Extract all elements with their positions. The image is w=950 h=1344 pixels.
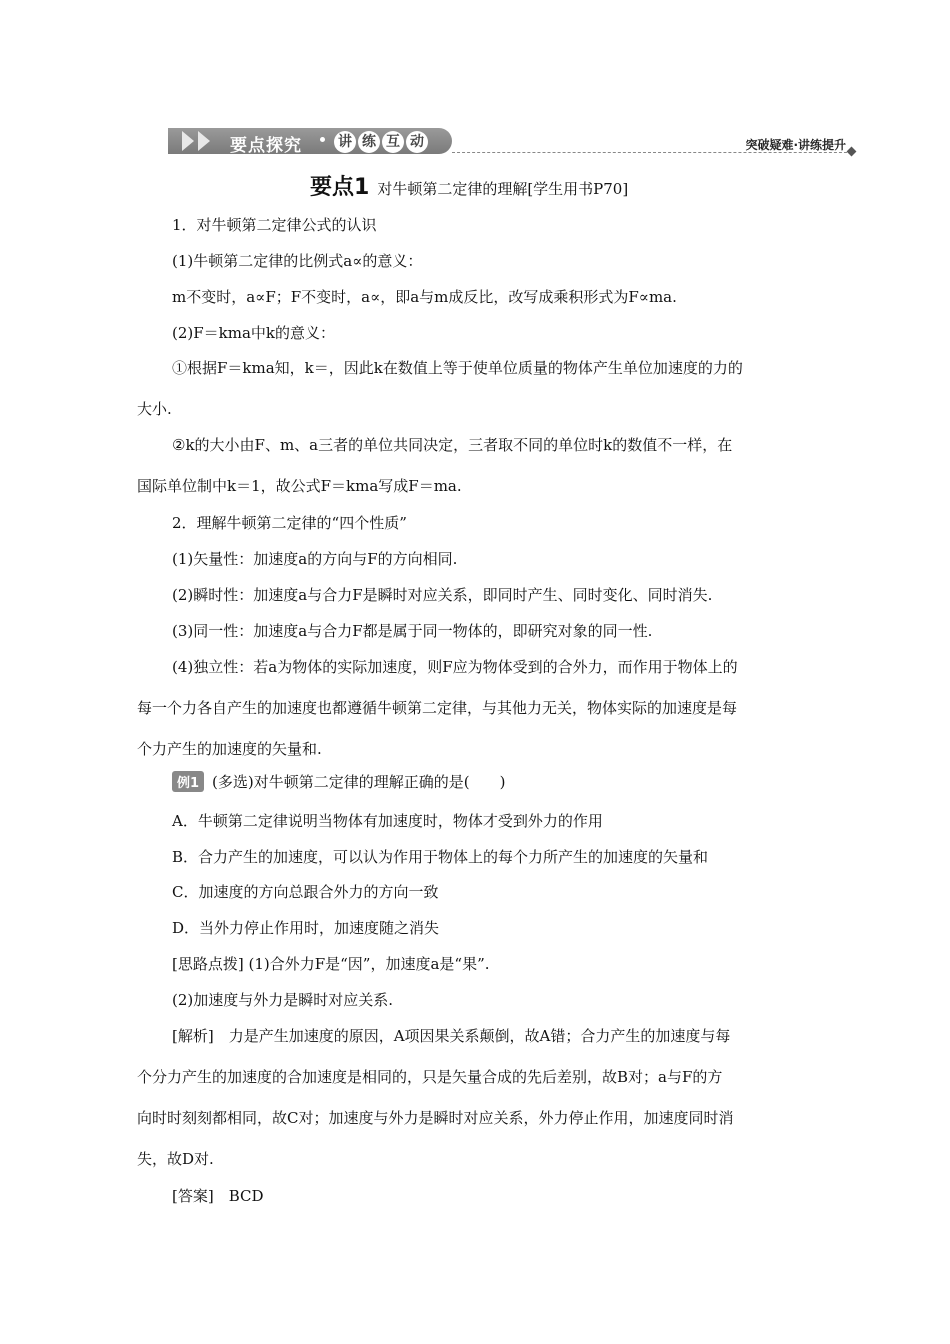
option-a: A．牛顿第二定律说明当物体有加速度时，物体才受到外力的作用	[172, 812, 603, 830]
heading-subtitle: 对牛顿第二定律的理解[学生用书P70]	[377, 180, 629, 198]
paragraph-line: 每一个力各自产生的加速度也都遵循牛顿第二定律，与其他力无关，物体实际的加速度是每	[137, 699, 738, 717]
solution-line: [思路点拨] (1)合外力F是“因”，加速度a是“果”.	[172, 955, 490, 973]
banner-tab	[168, 128, 452, 154]
paragraph-line: 1．对牛顿第二定律公式的认识	[172, 216, 377, 234]
banner-char: 讲	[334, 131, 356, 153]
paragraph-line: (1)牛顿第二定律的比例式a∝的意义：	[172, 252, 423, 270]
example-text: (多选)对牛顿第二定律的理解正确的是( )	[212, 773, 506, 791]
option-b: B．合力产生的加速度，可以认为作用于物体上的每个力所产生的加速度的矢量和	[172, 848, 709, 866]
section-banner	[168, 128, 860, 156]
example-tag: 例1	[172, 771, 204, 792]
banner-char: 练	[358, 131, 380, 153]
banner-title: 要点探究	[230, 136, 302, 156]
paragraph-line: 个力产生的加速度的矢量和.	[137, 740, 322, 758]
solution-line: 向时时刻刻都相同，故C对；加速度与外力是瞬时对应关系，外力停止作用，加速度同时消	[137, 1109, 734, 1127]
diamond-icon	[847, 147, 857, 157]
chevron-right-icon	[182, 131, 194, 151]
paragraph-line: 2．理解牛顿第二定律的“四个性质”	[172, 514, 407, 532]
paragraph-line: 国际单位制中k＝1，故公式F＝kma写成F＝ma.	[137, 477, 462, 495]
banner-subtitle	[334, 131, 430, 153]
solution-line: 个分力产生的加速度的合加速度是相同的，只是矢量合成的先后差别，故B对；a与F的方	[137, 1068, 723, 1086]
paragraph-line: (2)F＝kma中k的意义：	[172, 324, 336, 342]
paragraph-line: (4)独立性：若a为物体的实际加速度，则F应为物体受到的合外力，而作用于物体上的	[172, 658, 738, 676]
option-c: C．加速度的方向总跟合外力的方向一致	[172, 883, 439, 901]
section-heading	[310, 170, 628, 201]
paragraph-line: (1)矢量性：加速度a的方向与F的方向相同.	[172, 550, 458, 568]
paragraph-line: ②k的大小由F、m、a三者的单位共同决定，三者取不同的单位时k的数值不一样，在	[172, 436, 733, 454]
paragraph-line: (2)瞬时性：加速度a与合力F是瞬时对应关系，即同时产生、同时变化、同时消失.	[172, 586, 713, 604]
paragraph-line: (3)同一性：加速度a与合力F都是属于同一物体的，即研究对象的同一性.	[172, 622, 653, 640]
banner-right-text: 突破疑难·讲练提升	[745, 138, 846, 152]
heading-label: 要点1	[310, 175, 370, 200]
paragraph-line: ①根据F＝kma知，k＝，因此k在数值上等于使单位质量的物体产生单位加速度的力的	[172, 359, 743, 377]
paragraph-line: m不变时，a∝F；F不变时，a∝，即a与m成反比，改写成乘积形式为F∝ma.	[172, 288, 677, 306]
solution-line: [解析] 力是产生加速度的原因，A项因果关系颠倒，故A错；合力产生的加速度与每	[172, 1027, 731, 1045]
chevron-right-icon	[198, 131, 210, 151]
option-d: D．当外力停止作用时，加速度随之消失	[172, 919, 440, 937]
paragraph-line: 大小.	[137, 400, 172, 418]
solution-line: 失，故D对.	[137, 1150, 214, 1168]
example-question	[172, 771, 505, 792]
banner-char: 互	[382, 131, 404, 153]
banner-char: 动	[406, 131, 428, 153]
solution-line: (2)加速度与外力是瞬时对应关系.	[172, 991, 394, 1009]
banner-dot-separator	[320, 137, 325, 142]
answer-line: [答案] BCD	[172, 1187, 264, 1205]
